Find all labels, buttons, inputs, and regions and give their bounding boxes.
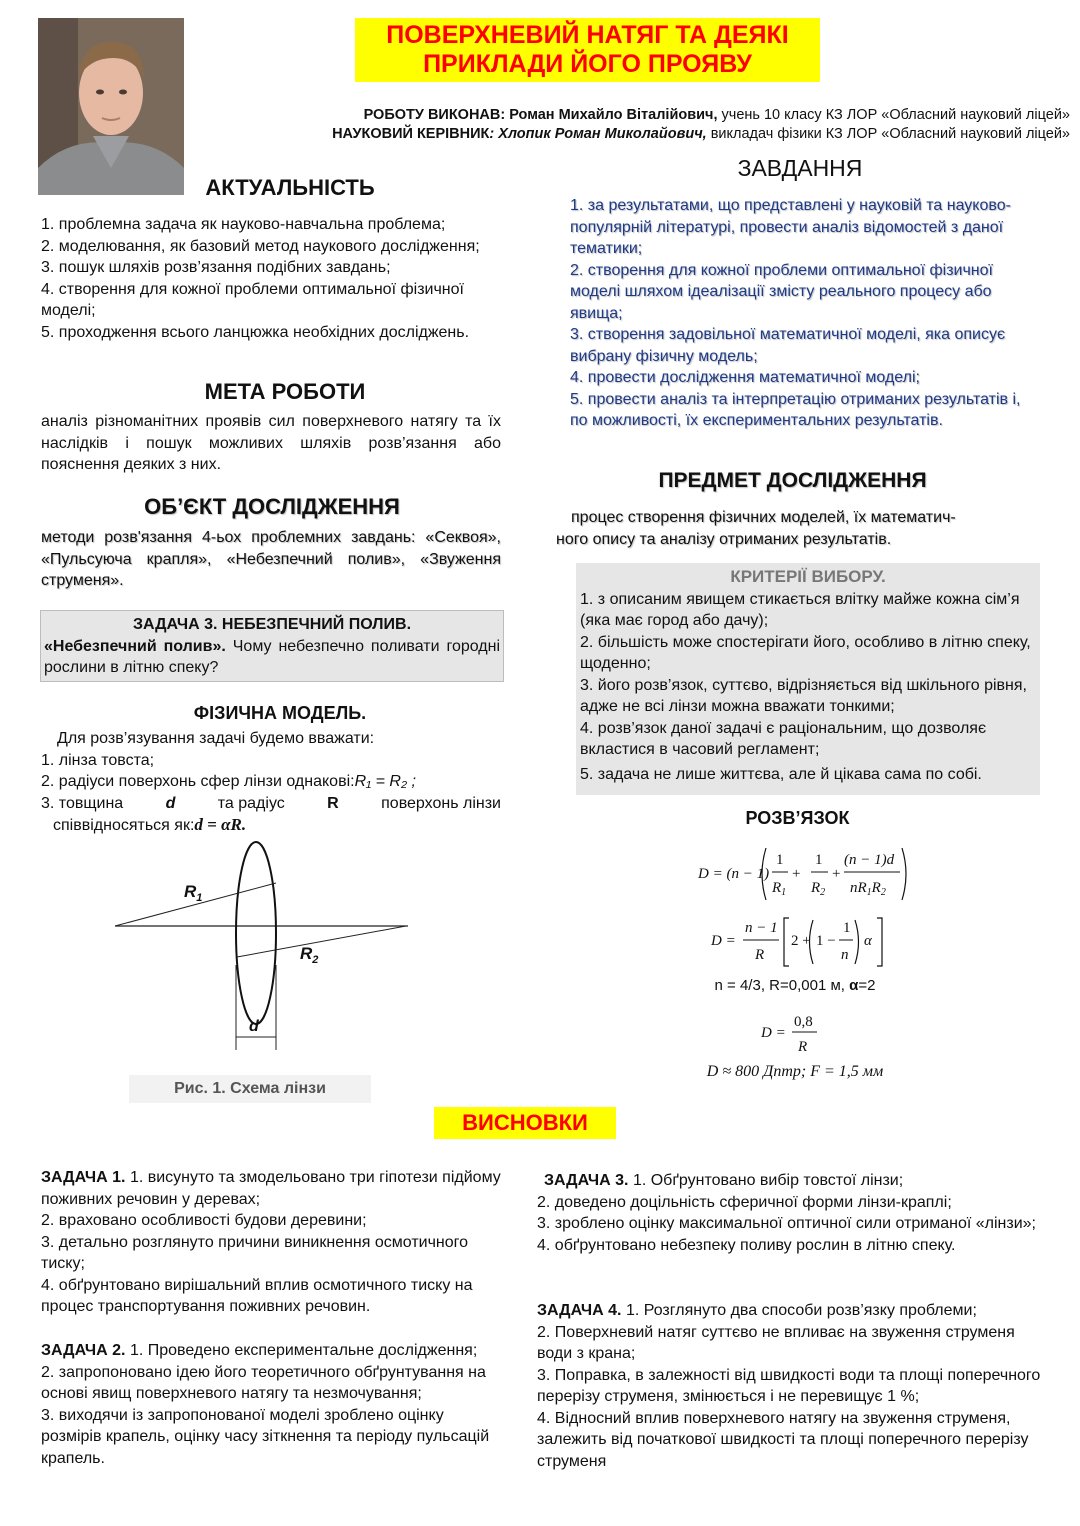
task3-text: Чому небезпечно поливати городні рослини в літню спеку? [44, 637, 501, 676]
svg-text:D =: D = [761, 1025, 786, 1041]
list-item: 2. Поверхневий натяг суттєво не впливає на звуження струменя води з крана; [537, 1323, 1015, 1362]
svg-text:nR1R2: $nR_1R_2$ [850, 880, 886, 898]
supervisor-label: НАУКОВИЙ КЕРІВНИК [332, 126, 490, 142]
formula-1 [690, 838, 920, 910]
title-line-1: ПОВЕРХНЕВИЙ НАТЯГ ТА ДЕЯКІ [386, 21, 789, 49]
supervisor-affiliation: викладач фізики КЗ ЛОР «Обласний науковий ліцей» [706, 126, 1070, 142]
list-item: 4. створення для кожної проблеми оптимальної фізичної моделі; [41, 280, 464, 319]
list-item: 1. за результатами, що представлені у науковій та науково-популярній літературі, провести аналіз відомостей з даної тематики; [570, 197, 1011, 257]
poster-title [355, 18, 820, 82]
list-item: 3. створення задовільної математичної моделі, яка описує вибрану фізичну модель; [570, 326, 1006, 365]
conclusions-heading: ВИСНОВКИ [434, 1107, 616, 1139]
supervisor-colon: : [489, 126, 495, 142]
r1-label: $R_1$ [184, 882, 203, 904]
list-item: 4. провести дослідження математичної моделі; [570, 369, 920, 386]
tasks-list [570, 195, 1030, 432]
model-text [41, 728, 501, 837]
task3-box [40, 610, 504, 682]
list-item: 1. проблемна задача як науково-навчальна проблема; [41, 216, 446, 233]
list-item: 3. Поправка, в залежності від швидкості води та площі поперечного перерізу струменя, змінюється і не перевищує 1 %; [537, 1366, 1041, 1405]
authors-block [200, 106, 1070, 144]
model-item-2: 2. радіуси поверхонь сфер лінзи однакові:R₁ = R₂ ; [41, 773, 416, 790]
model-item-1: 1. лінза товста; [41, 751, 155, 769]
task3-bold: «Небезпечний полив». [44, 637, 226, 655]
svg-text:α: α [864, 933, 872, 949]
criteria-box [576, 563, 1040, 795]
formula-2 [705, 910, 905, 972]
list-item: 4. розв’язок даної задачі є раціональним, що дозволяє вкластися в часовий регламент; [580, 719, 987, 758]
svg-text:R2: $R_2$ [811, 880, 826, 898]
conclusion-task2: ЗАДАЧА 2. 1. Проведено експериментальне дослідження; 2. запропоновано ідею його теоретичного обґрунтування на основі явищ поверхневого натягу та незмочування; 3. виходячи із запропонованої моделі зроблено оцінку розмірів крапель, оцінку часу зіткнення та періоду пульсацій крапель. [41, 1340, 501, 1469]
d-label: d [249, 1018, 259, 1035]
model-item-3: 3. товщина d та радіус R поверхонь лінзи [41, 794, 501, 812]
list-item: 5. провести аналіз та інтерпретацію отриманих результатів і, по можливості, їх експериментальних результатів. [570, 390, 1021, 429]
subject-text: процес створення фізичних моделей, їх математич- ного опису та аналізу отриманих результатів. [556, 509, 956, 548]
author-photo [38, 18, 184, 195]
svg-text:+: + [792, 866, 801, 882]
conclusion-task4: ЗАДАЧА 4. 1. Розглянуто два способи розв’язку проблеми; 2. Поверхневий натяг суттєво не впливає на звуження струменя води з крана; 3. Поправка, в залежності від швидкості води та площі поперечного перерізу струменя, змінюється і не перевищує 1 %; 4. Відносний вплив поверхневого натягу на звуження струменя, залежить від початкової швидкості та площі поперечного перерізу струменя [537, 1300, 1047, 1472]
list-item: 3. виходячи із запропонованої моделі зроблено оцінку розмірів крапель, оцінку часу зіткнення та періоду пульсацій крапель. [41, 1406, 490, 1467]
portrait-image [38, 18, 184, 195]
svg-text:(n − 1)d: (n − 1)d [844, 852, 895, 868]
title-line-2: ПРИКЛАДИ ЙОГО ПРОЯВУ [423, 50, 752, 78]
svg-text:1 −: 1 − [816, 933, 836, 949]
radii-formula: R₁ = R₂ ; [354, 773, 416, 790]
model-heading: ФІЗИЧНА МОДЕЛЬ. [193, 703, 367, 723]
list-item: 3. детально розглянуто причини виникнення осмотичного тиску; [41, 1233, 469, 1272]
list-item: 1. з описаним явищем стикається влітку майже кожна сім’я (яка має город або дачу); [580, 590, 1020, 629]
solution-result: D ≈ 800 Дптр; F = 1,5 мм [706, 1063, 884, 1080]
list-item: 2. запропоновано ідею його теоретичного обґрунтування на основі явищ поверхневого натягу та незмочування; [41, 1363, 486, 1402]
svg-text:1: 1 [776, 852, 784, 868]
list-item: 2. враховано особливості будови деревини; [41, 1212, 367, 1229]
list-item: 5. задача не лише життєва, але й цікава сама по собі. [580, 765, 982, 783]
svg-text:+: + [832, 866, 841, 882]
svg-text:D = (n − 1): D = (n − 1) [698, 866, 770, 882]
model-item-3-line2: співвідносяться як:d = αR. [53, 815, 247, 834]
object-text: методи розв'язання 4-ьох проблемних завдань: «Секвоя», «Пульсуюча крапля», «Небезпечний полив», «Звуження струменя». [41, 529, 501, 589]
list-item: 5. проходження всього ланцюжка необхідних досліджень. [41, 323, 470, 341]
conclusion-task1: ЗАДАЧА 1. 1. висунуто та змодельовано три гіпотези підйому поживних речовин у деревах; 2. враховано особливості будови деревини; 3. детально розглянуто причини виникнення осмотичного тиску; 4. обґрунтовано вирішальний вплив осмотичного тиску на процес транспортування поживних речовин. [41, 1167, 501, 1318]
task3-heading: ЗАДАЧА 3. НЕБЕЗПЕЧНИЙ ПОЛИВ. [132, 616, 412, 633]
object-heading: ОБ’ЄКТ ДОСЛІДЖЕННЯ [144, 494, 400, 519]
svg-text:R: R [798, 1039, 808, 1055]
subject-heading: ПРЕДМЕТ ДОСЛІДЖЕННЯ [658, 469, 927, 492]
svg-text:0,8: 0,8 [794, 1014, 813, 1030]
list-item: 3. пошук шляхів розв’язання подібних завдань; [41, 259, 391, 276]
supervisor-name: Хлопик Роман Миколайович, [494, 126, 707, 142]
r2-label: $R_2$ [300, 944, 319, 966]
figure-caption: Рис. 1. Схема лінзи [129, 1075, 371, 1103]
solution-params: n = 4/3, R=0,001 м, α=2 [714, 977, 876, 994]
relevance-heading: АКТУАЛЬНІСТЬ [205, 175, 375, 200]
svg-text:n: n [841, 947, 849, 963]
formula-3 [755, 1010, 835, 1060]
relevance-list [41, 214, 505, 343]
list-item: 2. доведено доцільність сферичної форми лінзи-краплі; [537, 1193, 952, 1211]
list-item: 4. обґрунтовано вирішальний вплив осмотичного тиску на процес транспортування поживних речовин. [41, 1276, 473, 1315]
solution-heading: РОЗВ’ЯЗОК [745, 808, 850, 828]
model-intro: Для розв’язування задачі будемо вважати: [57, 730, 375, 747]
lens-shape [236, 842, 276, 1024]
list-item: 2. створення для кожної проблеми оптимальної фізичної моделі шляхом ідеалізації змісту реального процесу або явища; [570, 261, 993, 322]
svg-text:n − 1: n − 1 [745, 920, 778, 936]
goal-heading: МЕТА РОБОТИ [204, 379, 366, 404]
list-item: 2. моделювання, як базовий метод наукового дослідження; [41, 237, 480, 255]
lens-diagram [100, 835, 420, 1055]
svg-text:R1: $R_1$ [772, 880, 787, 898]
list-item: 4. Відносний вплив поверхневого натягу на звуження струменя, залежить від початкової швидкості та площі поперечного перерізу струменя [537, 1409, 1029, 1470]
svg-text:2 +: 2 + [791, 933, 811, 949]
tasks-heading: ЗАВДАННЯ [737, 155, 863, 181]
radius-r2-line [237, 926, 406, 957]
list-item: 2. більшість може спостерігати його, особливо в літню спеку, щоденно; [580, 633, 1031, 672]
criteria-heading: КРИТЕРІЇ ВИБОРУ. [730, 567, 886, 586]
author-affiliation: учень 10 класу КЗ ЛОР «Обласний науковий ліцей» [717, 107, 1070, 123]
list-item: 3. його розв’язок, суттєво, відрізняється від шкільного рівня, адже не всі лінзи можна вважати тонкими; [580, 676, 1027, 715]
svg-text:D =: D = [711, 933, 736, 949]
list-item: 3. зроблено оцінку максимальної оптичної сили отриманої «лінзи»; [537, 1215, 1036, 1232]
list-item: 4. обґрунтовано небезпеку поливу рослин в літню спеку. [537, 1236, 956, 1254]
author-label: РОБОТУ ВИКОНАВ: Роман Михайло Віталійович, [363, 107, 718, 123]
svg-text:1: 1 [815, 852, 823, 868]
goal-text: аналіз різноманітних проявів сил поверхневого натягу та їх наслідків і пошук можливих шляхів розв’язання або пояснення деяких з них. [41, 413, 501, 473]
svg-text:1: 1 [843, 920, 851, 936]
svg-text:R: R [755, 947, 765, 963]
conclusion-task3: ЗАДАЧА 3. 1. Обґрунтовано вибір товстої лінзи; 2. доведено доцільність сферичної форми лінзи-краплі; 3. зроблено оцінку максимальної оптичної сили отриманої «лінзи»; 4. обґрунтовано небезпеку поливу рослин в літню спеку. [537, 1170, 1057, 1256]
